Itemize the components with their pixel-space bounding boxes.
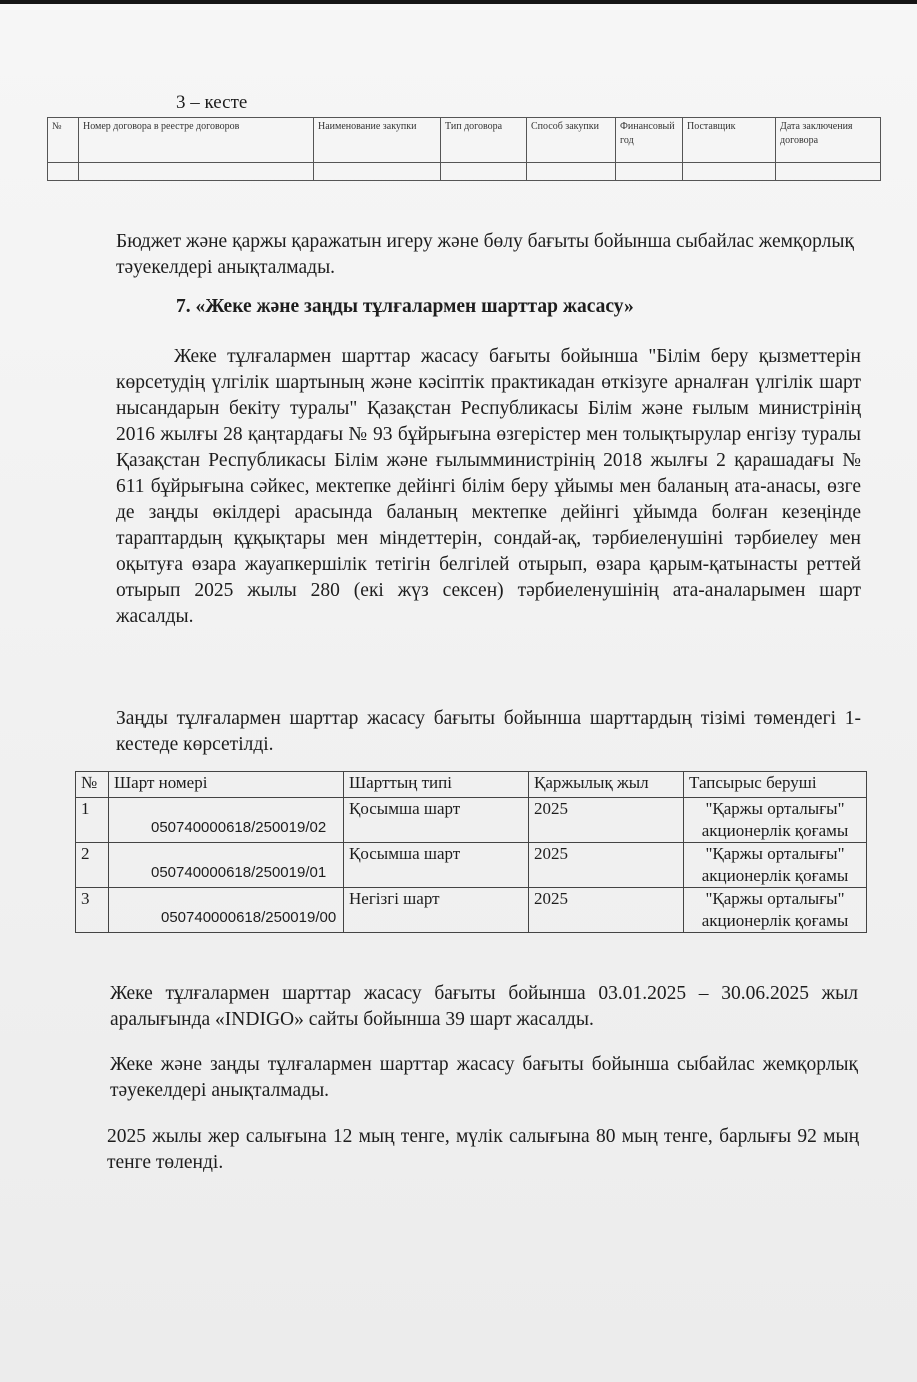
table1	[75, 771, 867, 933]
contract-type: Қосымша шарт	[344, 798, 529, 843]
paragraph-indigo: Жеке тұлғалармен шарттар жасасу бағыты бойынша 03.01.2025 – 30.06.2025 жыл аралығында «INDIGO» сайты бойынша 39 шарт жасалды.	[110, 983, 858, 1030]
table3-header-cell: №	[48, 118, 79, 163]
customer-name: "Қаржы орталығы"	[705, 889, 845, 908]
row-number: 1	[76, 798, 109, 843]
financial-year: 2025	[529, 888, 684, 933]
customer-type: акционерлік қоғамы	[701, 866, 849, 885]
contract-number-cell	[109, 843, 344, 888]
contract-type: Қосымша шарт	[344, 843, 529, 888]
table3-header-cell: Номер договора в реестре договоров	[79, 118, 314, 163]
table1-header-cell: Қаржылық жыл	[529, 772, 684, 798]
table1-header-cell: Шарттың типі	[344, 772, 529, 798]
customer-type: акционерлік қоғамы	[701, 821, 849, 840]
table3-header-cell: Финансовый год	[616, 118, 683, 163]
paragraph-budget: Бюджет және қаржы қаражатын игеру және бөлу бағыты бойынша сыбайлас жемқорлық тәуекелдері анықталмады.	[116, 231, 854, 278]
contract-number-cell	[109, 888, 344, 933]
contract-type: Негізгі шарт	[344, 888, 529, 933]
customer-type: акционерлік қоғамы	[701, 911, 849, 930]
table3-header-cell: Тип договора	[441, 118, 527, 163]
contract-number: 050740000618/250019/02	[151, 819, 327, 836]
contract-number: 050740000618/250019/00	[161, 909, 337, 926]
table3-header-cell: Наименование закупки	[314, 118, 441, 163]
customer-cell	[684, 798, 867, 843]
contract-number-cell	[109, 798, 344, 843]
customer-cell	[684, 888, 867, 933]
section-heading: 7. «Жеке және заңды тұлғалармен шарттар жасасу»	[176, 296, 634, 317]
paragraph-legal-intro: Заңды тұлғалармен шарттар жасасу бағыты бойынша шарттардың тізімі төмендегі 1-кестеде көрсетілді.	[116, 708, 861, 755]
table1-header-cell: Шарт номері	[109, 772, 344, 798]
table-row	[76, 888, 867, 933]
contract-number: 050740000618/250019/01	[151, 864, 327, 881]
table3-caption: 3 – кесте	[176, 92, 248, 113]
table1-header-cell: №	[76, 772, 109, 798]
customer-name: "Қаржы орталығы"	[705, 799, 845, 818]
financial-year: 2025	[529, 798, 684, 843]
table-row	[76, 843, 867, 888]
paragraph-individuals: Жеке тұлғалармен шарттар жасасу бағыты бойынша "Білім беру қызметтерін көрсетудің үлгілік шартының және кәсіптік практикадан өткізуге арналған үлгілік шарт нысандарын бекіту туралы" Қазақстан Республикасы Білім және ғылым министрінің 2016 жылғы 28 қаңтардағы № 93 бұйрығына өзгерістер мен толықтырулар енгізу туралы Қазақстан Республикасы Білім және ғылымминистрінің 2018 жылғы 2 қарашадағы № 611 бұйрығына сәйкес, мектепке дейінгі білім беру ұйымы мен баланың ата-анасы, өзге де заңды өкілдері арасында баланың мектепке дейінгі ұйымда болған кезеңінде тараптардың құқықтары мен міндеттерін, сондай-ақ, тәрбиеленушіні тәрбиелеу мен оқытуға өзара жауапкершілік тетігін белгілей отырып, өзара қарым-қатынасты реттей отырып 2025 жылы 280 (екі жүз сексен) тәрбиеленушінің ата-аналарымен шарт жасалды.	[116, 346, 861, 627]
table3-header-cell: Способ закупки	[527, 118, 616, 163]
table1-header-cell: Тапсырыс беруші	[684, 772, 867, 798]
table3-header-cell: Дата заключения договора	[776, 118, 881, 163]
table1-header-row	[76, 772, 867, 798]
table-row	[76, 798, 867, 843]
table3-header-cell: Поставщик	[683, 118, 776, 163]
paragraph-taxes: 2025 жылы жер салығына 12 мың тенге, мүлік салығына 80 мың тенге, барлығы 92 мың тенге төленді.	[107, 1126, 859, 1173]
row-number: 3	[76, 888, 109, 933]
paragraph-no-risks: Жеке және заңды тұлғалармен шарттар жасасу бағыты бойынша сыбайлас жемқорлық тәуекелдері анықталмады.	[110, 1054, 858, 1101]
customer-name: "Қаржы орталығы"	[705, 844, 845, 863]
customer-cell	[684, 843, 867, 888]
table3	[47, 117, 881, 181]
row-number: 2	[76, 843, 109, 888]
financial-year: 2025	[529, 843, 684, 888]
table3-empty-row	[48, 163, 881, 181]
table3-header-row	[48, 118, 881, 163]
